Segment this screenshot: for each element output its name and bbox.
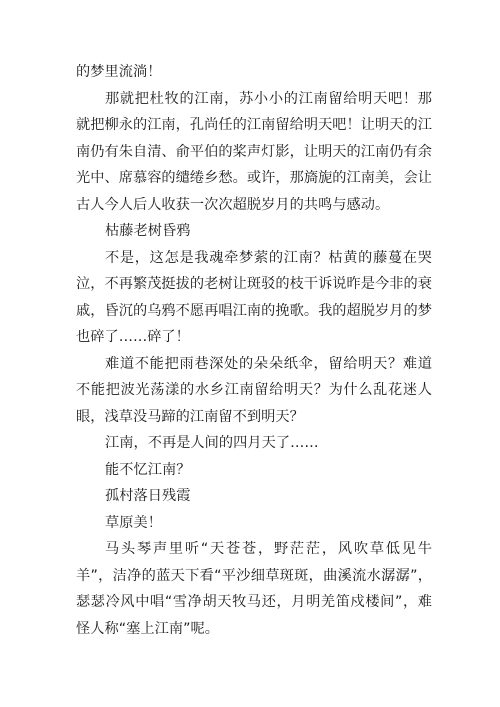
section-heading-lonely-village: 孤村落日残霞: [105, 488, 191, 504]
paragraph-jiangnan-tomorrow: 那就把杜牧的江南，苏小小的江南留给明天吧！那就把柳永的江南，孔尚任的江南留给明天吧！让明天的江南仍有朱自清、俞平伯的桨声灯影，让明天的江南仍有余光中、席慕容的缱绻乡愁。或许，那旖旎的江南美，会让古人今人后人收获一次次超脱岁月的共鸣与感动。: [76, 90, 432, 213]
section-heading-withered-vines: 枯藤老树昏鸦: [105, 223, 191, 239]
paragraph-morin-khuur: 马头琴声里听“天苍苍，野茫茫，风吹草低见牛羊”，洁净的蓝天下看“平沙细草斑斑，曲溪流水潺潺”，瑟瑟冷风中唱“雪净胡天牧马还，月明羌笛戍楼间”，难怪人称“塞上江南”呢。: [76, 541, 432, 637]
paragraph-april: 江南，不再是人间的四月天了……: [105, 435, 319, 451]
paragraph-grassland: 草原美！: [105, 514, 162, 531]
document-body: [76, 59, 432, 642]
paragraph-rain-alley: 难道不能把雨巷深处的朵朵纸伞，留给明天？难道不能把波光荡漾的水乡江南留给明天？为什么乱花迷人眼，浅草没马蹄的江南留不到明天？: [76, 355, 432, 425]
paragraph-continuation: 的梦里流淌！: [76, 64, 162, 80]
paragraph-not-my-jiangnan: 不是，这怎是我魂牵梦萦的江南？枯黄的藤蔓在哭泣，不再繁茂挺拔的老树让斑驳的枝干诉说昨是今非的衰戚，昏沉的乌鸦不愿再唱江南的挽歌。我的超脱岁月的梦也碎了……碎了！: [76, 249, 432, 345]
paragraph-remember-jiangnan: 能不忆江南？: [105, 461, 191, 478]
